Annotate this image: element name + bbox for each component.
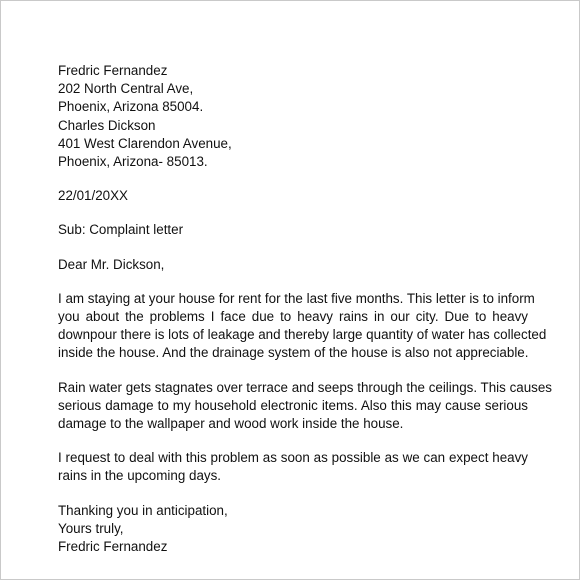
paragraph-line: I request to deal with this problem as soon as possible as we can expect heavy [58, 450, 528, 466]
letter-subject: Sub: Complaint letter [58, 222, 184, 238]
paragraph-2 [58, 379, 552, 434]
closing-signoff: Yours truly, [58, 520, 124, 536]
letter-date: 22/01/20XX [58, 188, 128, 204]
closing-thanks: Thanking you in anticipation, [58, 502, 228, 518]
sender-address [58, 62, 528, 117]
paragraph-line: Rain water gets stagnates over terrace and seeps through the ceilings. This causes [58, 379, 552, 395]
sender-street: 202 North Central Ave, [58, 81, 194, 97]
letter-body [58, 62, 552, 556]
recipient-address [58, 117, 528, 172]
recipient-street: 401 West Clarendon Avenue, [58, 135, 232, 151]
paragraph-line: you about the problems I face due to heavy rains in our city. Due to heavy [58, 309, 528, 325]
paragraph-line: damage to the wallpaper and wood work inside the house. [58, 416, 404, 432]
paragraph-3 [58, 449, 528, 485]
sender-name: Fredric Fernandez [58, 63, 168, 78]
sender-city: Phoenix, Arizona 85004. [58, 99, 204, 115]
recipient-name: Charles Dickson [58, 117, 156, 133]
paragraph-line: I am staying at your house for rent for the last five months. This letter is to inform [58, 290, 535, 306]
paragraph-line: inside the house. And the drainage system of the house is also not appreciable. [58, 345, 529, 361]
closing-signature: Fredric Fernandez [58, 539, 168, 555]
closing [58, 502, 528, 557]
paragraph-line: downpour there is lots of leakage and thereby large quantity of water has collected [58, 327, 547, 343]
recipient-city: Phoenix, Arizona- 85013. [58, 154, 208, 170]
paragraph-line: serious damage to my household electronic items. Also this may cause serious [58, 397, 528, 413]
salutation: Dear Mr. Dickson, [58, 256, 165, 272]
paragraph-1 [58, 290, 547, 363]
paragraph-line: rains in the upcoming days. [58, 468, 222, 484]
